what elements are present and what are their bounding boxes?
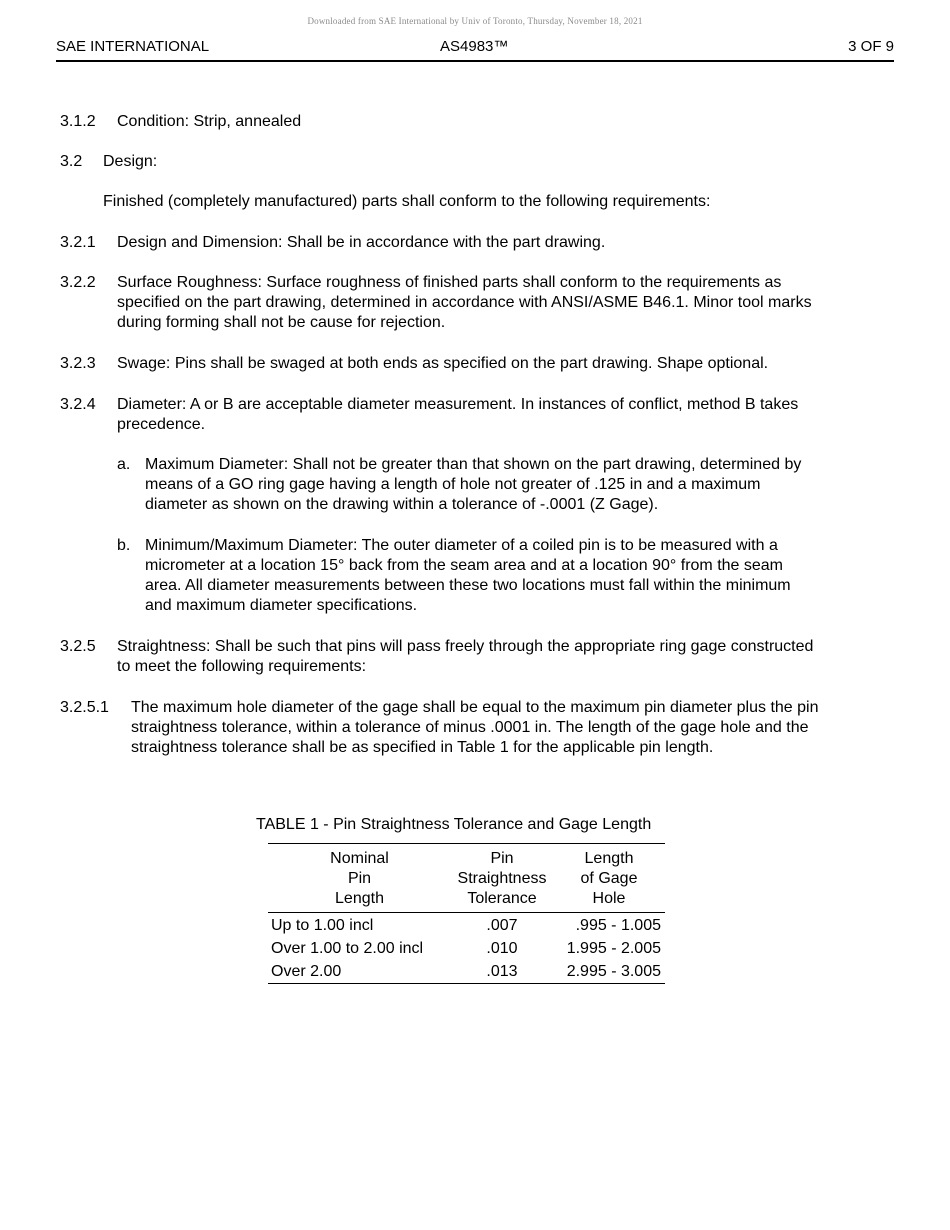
header-line: Pin [490, 850, 514, 867]
section-number: 3.2.2 [60, 274, 96, 291]
section-text: Design and Dimension: Shall be in accordance with the part drawing. [117, 234, 606, 251]
section-text: Swage: Pins shall be swaged at both ends as specified on the part drawing. Shape optional. [117, 355, 769, 372]
item-letter: a. [117, 456, 131, 473]
section-number: 3.2 [60, 153, 83, 170]
table-header-rule [268, 912, 665, 913]
table-cell-tolerance: .007 [486, 917, 518, 934]
section-text-line: The maximum hole diameter of the gage shall be equal to the maximum pin diameter plus the pin [131, 699, 819, 716]
table-cell-tolerance: .013 [486, 963, 518, 980]
item-text-line: diameter as shown on the drawing within a tolerance of -.0001 (Z Gage). [145, 496, 659, 513]
download-watermark: Downloaded from SAE International by Univ of Toronto, Thursday, November 18, 2021 [307, 16, 643, 26]
section-text-line: straightness tolerance shall be as specified in Table 1 for the applicable pin length. [131, 739, 714, 756]
section-text: Finished (completely manufactured) parts shall conform to the following requirements: [103, 193, 711, 210]
table-caption: TABLE 1 - Pin Straightness Tolerance and Gage Length [256, 816, 652, 833]
section-number: 3.2.3 [60, 355, 96, 372]
section-number: 3.2.5 [60, 638, 96, 655]
section-number: 3.2.5.1 [60, 699, 109, 716]
table-cell-length: Up to 1.00 incl [271, 917, 374, 934]
page-header [56, 38, 894, 60]
table-cell-tolerance: .010 [486, 940, 518, 957]
header-line: Length [584, 850, 634, 867]
table-top-rule [268, 843, 665, 844]
column-header-straightness-tolerance [451, 849, 553, 909]
item-text-line: Minimum/Maximum Diameter: The outer diameter of a coiled pin is to be measured with a [145, 537, 778, 554]
section-number: 3.2.1 [60, 234, 96, 251]
header-rule [56, 60, 894, 62]
section-text-line: Surface Roughness: Surface roughness of finished parts shall conform to the requirements as [117, 274, 782, 291]
header-line: Tolerance [467, 890, 537, 907]
table-cell-gage-length: 1.995 - 2.005 [566, 940, 661, 957]
section-text-line: Diameter: A or B are acceptable diameter measurement. In instances of conflict, method B takes [117, 396, 799, 413]
section-number: 3.2.4 [60, 396, 96, 413]
section-text-line: straightness tolerance, within a tolerance of minus .0001 in. The length of the gage hole and the [131, 719, 809, 736]
header-document-id: AS4983™ [440, 38, 509, 55]
table-cell-length: Over 2.00 [271, 963, 342, 980]
header-page-number: 3 OF 9 [848, 38, 894, 55]
item-text-line: micrometer at a location 15° back from the seam area and at a location 90° from the seam [145, 557, 783, 574]
column-header-nominal-pin-length [268, 849, 451, 909]
header-line: Length [335, 890, 384, 907]
item-text-line: means of a GO ring gage having a length of hole not greater of .125 in and a maximum [145, 476, 761, 493]
header-line: Straightness [457, 870, 547, 887]
section-text-line: Straightness: Shall be such that pins will pass freely through the appropriate ring gage constructed [117, 638, 814, 655]
header-organization: SAE INTERNATIONAL [56, 38, 210, 55]
column-header-gage-hole-length [553, 849, 665, 909]
header-line: Hole [592, 890, 626, 907]
section-text-line: specified on the part drawing, determined in accordance with ANSI/ASME B46.1. Minor tool marks [117, 294, 812, 311]
section-number: 3.1.2 [60, 113, 96, 130]
header-line: Pin [347, 870, 372, 887]
section-text-line: to meet the following requirements: [117, 658, 367, 675]
item-text-line: and maximum diameter specifications. [145, 597, 418, 614]
table-cell-length: Over 1.00 to 2.00 incl [271, 940, 424, 957]
section-text-line: during forming shall not be cause for rejection. [117, 314, 446, 331]
table-cell-gage-length: .995 - 1.005 [575, 917, 661, 934]
table-bottom-rule [268, 983, 665, 984]
item-text-line: Maximum Diameter: Shall not be greater than that shown on the part drawing, determined by [145, 456, 802, 473]
header-line: of Gage [580, 870, 638, 887]
header-line: Nominal [330, 850, 389, 867]
item-text-line: area. All diameter measurements between these two locations must fall within the minimum [145, 577, 791, 594]
section-text: Condition: Strip, annealed [117, 113, 302, 130]
item-letter: b. [117, 537, 131, 554]
section-text-line: precedence. [117, 416, 206, 433]
section-text: Design: [103, 153, 158, 170]
table-cell-gage-length: 2.995 - 3.005 [566, 963, 661, 980]
